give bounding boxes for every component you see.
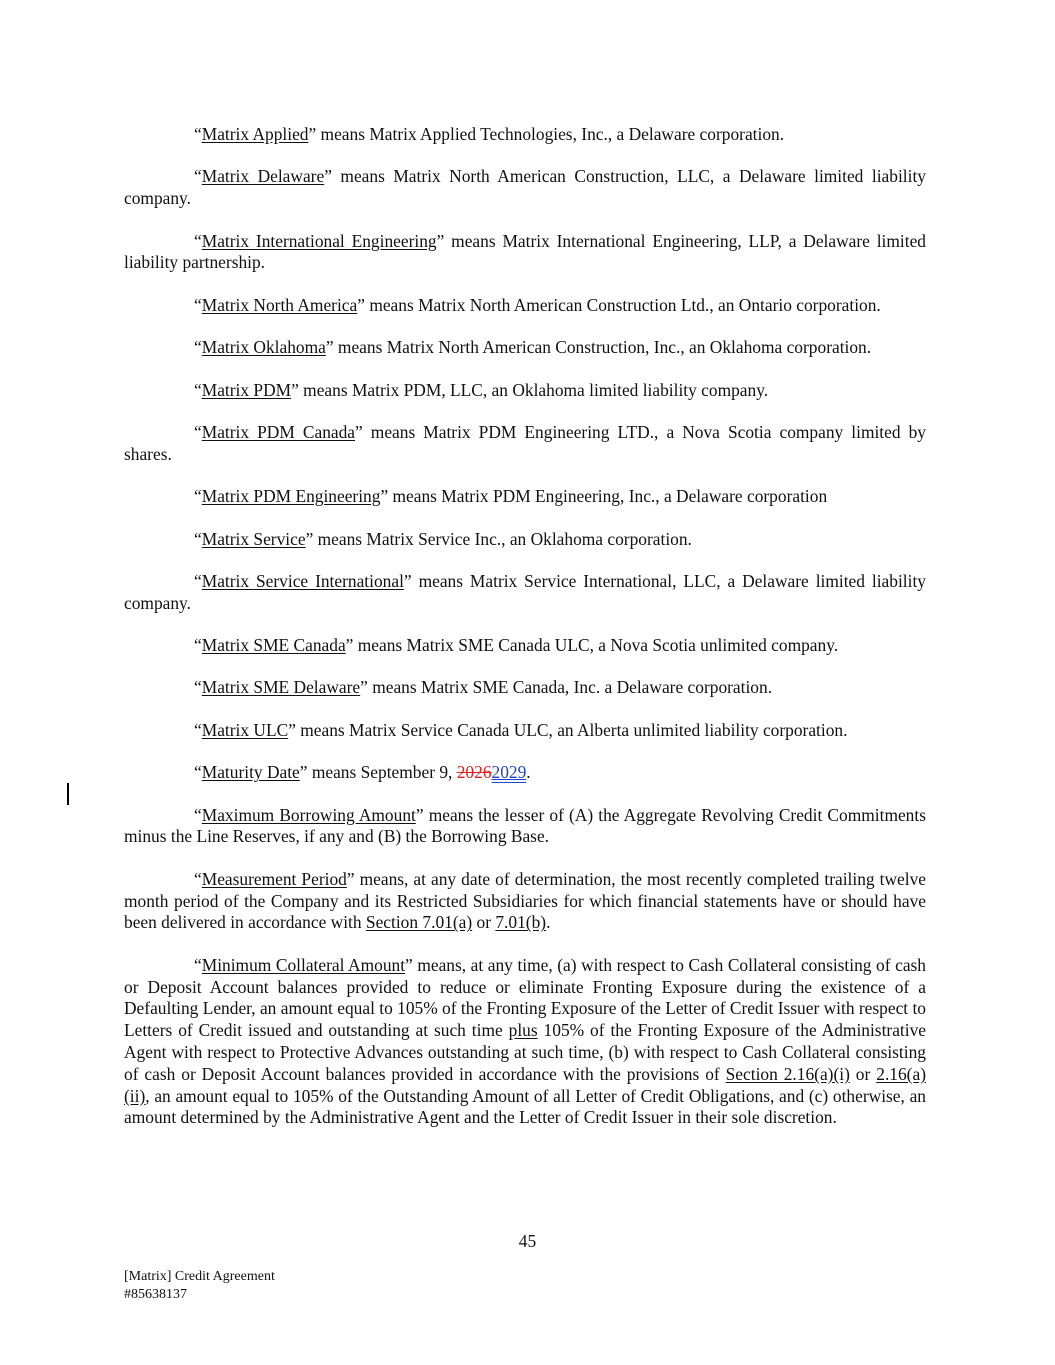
definition-text: 105% of the Fronting Exposure of the Administrative Agent with respect to Protective Advances outstanding at such time, (b) with respect to Cash Collateral consisting of cash or Deposit Account balances provided in accordance with the provisions of (124, 1020, 926, 1084)
definition-text: ” means Matrix PDM, LLC, an Oklahoma limited liability company. (291, 379, 769, 400)
definition-text: ” means Matrix North American Construction Ltd., an Ontario corporation. (357, 294, 881, 315)
defined-term: Matrix PDM Engineering (201, 486, 381, 507)
definition-text: ” means Matrix SME Canada ULC, a Nova Scotia unlimited company. (345, 635, 839, 656)
section-reference: Section 7.01(a) (365, 912, 473, 933)
defined-term: Matrix Delaware (201, 166, 325, 187)
definition-measurement-period: “Measurement Period” means, at any date of determination, the most recently completed trailing twelve month period of the Company and its Restricted Subsidiaries for which financial statements have or should have been delivered in accordance with Section 7.01(a) or 7.01(b). (124, 868, 927, 933)
definition-matrix-delaware: “Matrix Delaware” means Matrix North American Construction, LLC, a Delaware limited liability company. (124, 166, 926, 209)
definition-matrix-pdm: “Matrix PDM” means Matrix PDM, LLC, an Oklahoma limited liability company. (194, 379, 769, 400)
defined-term: Matrix ULC (201, 719, 289, 740)
section-reference: 7.01(b) (495, 912, 547, 933)
definition-text: ” means Matrix North American Construction, LLC, a Delaware limited liability company. (124, 166, 926, 209)
definition-matrix-pdm-engineering: “Matrix PDM Engineering” means Matrix PDM Engineering, Inc., a Delaware corporation (194, 486, 828, 507)
definition-matrix-sme-delaware: “Matrix SME Delaware” means Matrix SME Canada, Inc. a Delaware corporation. (194, 677, 773, 698)
defined-term: Maximum Borrowing Amount (201, 804, 416, 825)
definition-end: . (526, 762, 531, 783)
defined-term: Minimum Collateral Amount (201, 954, 406, 975)
definition-text: ” means Matrix SME Canada, Inc. a Delaware corporation. (360, 677, 773, 698)
definition-text: ” means Matrix Service Canada ULC, an Alberta unlimited liability corporation. (288, 719, 848, 740)
definition-text: ” means, at any date of determination, the most recently completed trailing twelve month period of the Company and its Restricted Subsidiaries for which financial statements have or should have been delivered in accordance with (124, 868, 927, 933)
definition-text: ” means Matrix Service Inc., an Oklahoma corporation. (305, 528, 692, 549)
plus-emphasis: plus (508, 1020, 538, 1041)
defined-term: Maturity Date (201, 762, 300, 783)
revision-change-bar (67, 783, 69, 805)
page-number: 45 (518, 1231, 537, 1251)
defined-term: Matrix Oklahoma (201, 337, 326, 358)
definition-minimum-collateral-amount: “Minimum Collateral Amount” means, at any time, (a) with respect to Cash Collateral consisting of cash or Deposit Account balances provided to reduce or eliminate Fronting Exposure during the existence of a Defaulting Lender, an amount equal to 105% of the Fronting Exposure of the Letter of Credit Issuer with respect to Letters of Credit issued and outstanding at such time plus 105% of the Fronting Exposure of the Administrative Agent with respect to Protective Advances outstanding at such time, (b) with respect to Cash Collateral consisting of cash or Deposit Account balances provided in accordance with the provisions of Section 2.16(a)(i) or 2.16(a)(ii), an amount equal to 105% of the Outstanding Amount of all Letter of Credit Obligations, and (c) otherwise, an amount determined by the Administrative Agent and the Letter of Credit Issuer in their sole discretion. (124, 954, 926, 1128)
definition-matrix-oklahoma: “Matrix Oklahoma” means Matrix North American Construction, Inc., an Oklahoma corporation. (194, 337, 872, 358)
definition-text: ” means Matrix PDM Engineering, Inc., a Delaware corporation (380, 486, 828, 507)
definition-text: ” means Matrix Service International, LLC, a Delaware limited liability company. (124, 570, 926, 613)
defined-term: Matrix PDM Canada (201, 421, 356, 442)
defined-term: Matrix Applied (201, 124, 309, 144)
footer-doc-id: #85638137 (124, 1287, 187, 1302)
definition-matrix-ulc: “Matrix ULC” means Matrix Service Canada ULC, an Alberta unlimited liability corporation. (194, 719, 848, 740)
document-footer (124, 1268, 275, 1304)
definition-text: or (472, 912, 496, 933)
section-reference: 2.16(a)(ii) (124, 1063, 926, 1106)
definition-text: ” means Matrix International Engineering, LLP, a Delaware limited liability partnership. (124, 230, 926, 273)
definition-end: . (546, 912, 551, 933)
definition-text: ” means, at any time, (a) with respect to Cash Collateral consisting of cash or Deposit Account balances provided to reduce or eliminate Fronting Exposure during the existence of a Defaulting Lender, an amount equal to 105% of the Fronting Exposure of the Letter of Credit Issuer with respect to Letters of Credit issued and outstanding at such time (124, 954, 926, 1041)
defined-term: Matrix Service International (201, 570, 404, 591)
section-reference: Section 2.16(a)(i) (725, 1063, 850, 1084)
definition-matrix-international-engineering: “Matrix International Engineering” means Matrix International Engineering, LLP, a Delaware limited liability partnership. (124, 230, 926, 273)
definition-matrix-service-international: “Matrix Service International” means Matrix Service International, LLC, a Delaware limited liability company. (124, 570, 926, 613)
defined-term: Matrix SME Delaware (201, 677, 361, 698)
definition-matrix-pdm-canada: “Matrix PDM Canada” means Matrix PDM Engineering LTD., a Nova Scotia company limited by shares. (124, 421, 926, 464)
defined-term: Matrix North America (201, 294, 358, 315)
definition-text: ” means Matrix PDM Engineering LTD., a Nova Scotia company limited by shares. (124, 421, 926, 464)
defined-term: Matrix International Engineering (201, 230, 437, 251)
defined-term: Matrix PDM (201, 379, 292, 400)
footer-title: [Matrix] Credit Agreement (124, 1269, 275, 1284)
definition-text: ” means September 9, (299, 762, 457, 783)
definition-text: , an amount equal to 105% of the Outstanding Amount of all Letter of Credit Obligations, and (c) otherwise, an amount determined by the Administrative Agent and the Letter of Credit Issuer in their sole discretion. (124, 1085, 926, 1128)
definition-matrix-north-america: “Matrix North America” means Matrix North American Construction Ltd., an Ontario corporation. (194, 294, 881, 315)
definition-text: or (849, 1063, 877, 1084)
inserted-text: 2029 (491, 762, 527, 783)
definition-matrix-service: “Matrix Service” means Matrix Service Inc., an Oklahoma corporation. (194, 528, 692, 549)
defined-term: Measurement Period (201, 868, 347, 889)
deleted-text: 2026 (456, 762, 492, 783)
definitions-section (124, 124, 926, 1150)
defined-term: Matrix SME Canada (201, 635, 346, 656)
definition-maturity-date: “Maturity Date” means September 9, 20262029. (194, 762, 531, 783)
definition-matrix-applied: “Matrix Applied” means Matrix Applied Technologies, Inc., a Delaware corporation. (194, 124, 785, 144)
definition-text: ” means the lesser of (A) the Aggregate Revolving Credit Commitments minus the Line Reserves, if any and (B) the Borrowing Base. (124, 804, 926, 847)
definition-maximum-borrowing-amount: “Maximum Borrowing Amount” means the lesser of (A) the Aggregate Revolving Credit Commitments minus the Line Reserves, if any and (B) the Borrowing Base. (124, 804, 926, 847)
definition-matrix-sme-canada: “Matrix SME Canada” means Matrix SME Canada ULC, a Nova Scotia unlimited company. (194, 635, 839, 656)
defined-term: Matrix Service (201, 528, 306, 549)
definition-text: ” means Matrix North American Construction, Inc., an Oklahoma corporation. (325, 337, 872, 358)
definition-text: ” means Matrix Applied Technologies, Inc., a Delaware corporation. (308, 124, 785, 144)
